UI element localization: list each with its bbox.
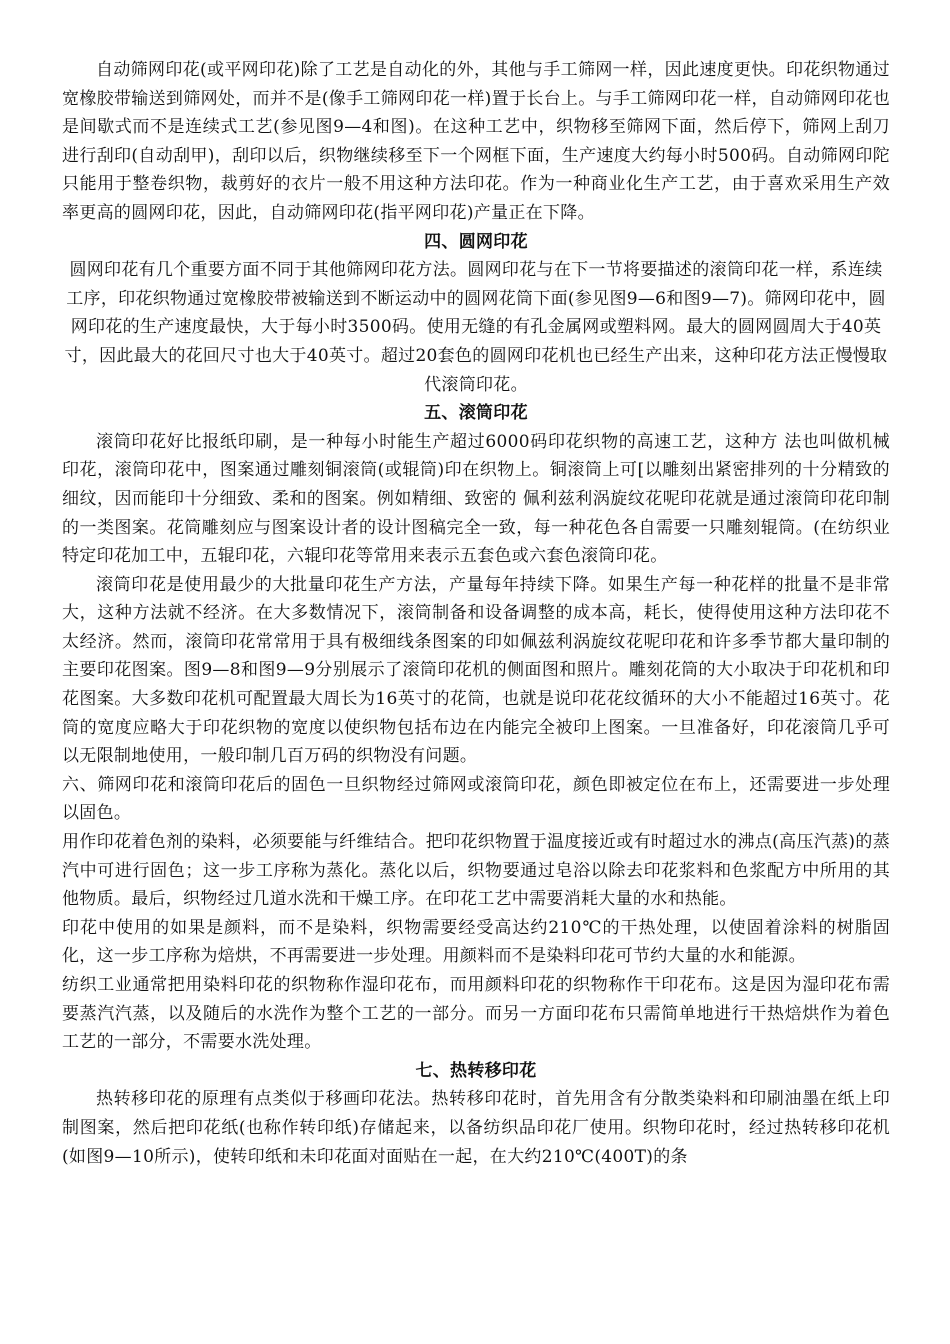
paragraph-rotary-screen-printing: 圆网印花有几个重要方面不同于其他筛网印花方法。圆网印花与在下一节将要描述的滚筒印花一样，系连续工序，印花织物通过宽橡胶带被输送到不断运动中的圆网花筒下面(参见图9—6和图9—7)。筛网印花中，圆网印花的生产速度最快，大于每小时3500码。使用无缝的有孔金属网或塑料网。最大的圆网圆周大于40英寸，因此最大的花回尺寸也大于40英寸。超过20套色的圆网印花机也已经生产出来，这种印花方法正慢慢取代滚筒印花。 [64,260,888,395]
paragraph-roller-printing-intro: 滚筒印花好比报纸印刷，是一种每小时能生产超过6000码印花织物的高速工艺，这种方 法也叫做机械印花，滚筒印花中，图案通过雕刻铜滚筒(或辊筒)印在织物上。铜滚筒上可[以雕刻出紧密排列的十分精致的细纹，因而能印十分细致、柔和的图案。例如精细、致密的 佩利兹利涡旋纹花呢印花就是通过滚筒印花印制的一类图案。花筒雕刻应与图案设计者的设计图稿完全一致，每一种花色各自需要一只雕刻辊筒。(在纺织业特定印花加工中，五辊印花，六辊印花等常用来表示五套色或六套色滚筒印花。 [62,431,890,567]
paragraph-pigment-curing: 印花中使用的如果是颜料，而不是染料，织物需要经受高达约210℃的干热处理，以使固着涂料的树脂固化，这一步工序称为焙烘，不再需要进一步处理。用颜料而不是染料印花可节约大量的水和能源。 [62,917,890,967]
paragraph-fixation-heading: 六、筛网印花和滚筒印花后的固色一旦织物经过筛网或滚筒印花，颜色即被定位在布上，还需要进一步处理以固色。 [62,774,890,824]
paragraph-roller-printing-economics: 滚筒印花是使用最少的大批量印花生产方法，产量每年持续下降。如果生产每一种花样的批量不是非常大，这种方法就不经济。在大多数情况下，滚筒制备和设备调整的成本高，耗长，使得使用这种方法印花不太经济。然而，滚筒印花常常用于具有极细线条图案的印如佩兹利涡旋纹花呢印花和许多季节都大量印制的主要印花图案。图9—8和图9—9分别展示了滚筒印花机的侧面图和照片。雕刻花筒的大小取决于印花机和印花图案。大多数印花机可配置最大周长为16英寸的花筒，也就是说印花花纹循环的大小不能超过16英寸。花筒的宽度应略大于印花织物的宽度以使织物包括布边在内能完全被印上图案。一旦准备好，印花滚筒几乎可以无限制地使用，一般印制几百万码的织物没有问题。 [62,574,890,767]
document-page [62,56,890,1171]
paragraph-dye-fixation: 用作印花着色剂的染料，必须要能与纤维结合。把印花织物置于温度接近或有时超过水的沸点(高压汽蒸)的蒸汽中可进行固色；这一步工序称为蒸化。蒸化以后，织物要通过皂浴以除去印花浆料和色浆配方中所用的其他物质。最后，织物经过几道水洗和干燥工序。在印花工艺中需要消耗大量的水和热能。 [62,832,890,910]
section-heading-roller-printing: 五、滚筒印花 [424,403,528,424]
paragraph-wet-dry-prints: 纺织工业通常把用染料印花的织物称作湿印花布，而用颜料印花的织物称作干印花布。这是因为湿印花布需要蒸汽汽蒸，以及随后的水洗作为整个工艺的一部分。而另一方面印花布只需简单地进行干热焙烘作为着色工艺的一部分，不需要水洗处理。 [62,975,890,1053]
paragraph-heat-transfer-printing: 热转移印花的原理有点类似于移画印花法。热转移印花时，首先用含有分散类染料和印刷油墨在纸上印制图案，然后把印花纸(也称作转印纸)存储起来，以备纺织品印花厂使用。织物印花时，经过热转移印花机(如图9—10所示)，使转印纸和未印花面对面贴在一起，在大约210℃(400T)的条 [62,1089,890,1167]
paragraph-automatic-screen-printing: 自动筛网印花(或平网印花)除了工艺是自动化的外，其他与手工筛网一样，因此速度更快。印花织物通过宽橡胶带输送到筛网处，而并不是(像手工筛网印花一样)置于长台上。与手工筛网印花一样，自动筛网印花也是间歇式而不是连续式工艺(参见图9—4和图)。在这种工艺中，织物移至筛网下面，然后停下，筛网上刮刀进行刮印(自动刮甲)，刮印以后，织物继续移至下一个网框下面，生产速度大约每小时500码。自动筛网印陀只能用于整卷织物，裁剪好的衣片一般不用这种方法印花。作为一种商业化生产工艺，由于喜欢采用生产效率更高的圆网印花，因此，自动筛网印花(指平网印花)产量正在下降。 [62,60,890,223]
section-heading-heat-transfer: 七、热转移印花 [415,1060,537,1081]
section-heading-rotary-screen: 四、圆网印花 [424,231,528,252]
